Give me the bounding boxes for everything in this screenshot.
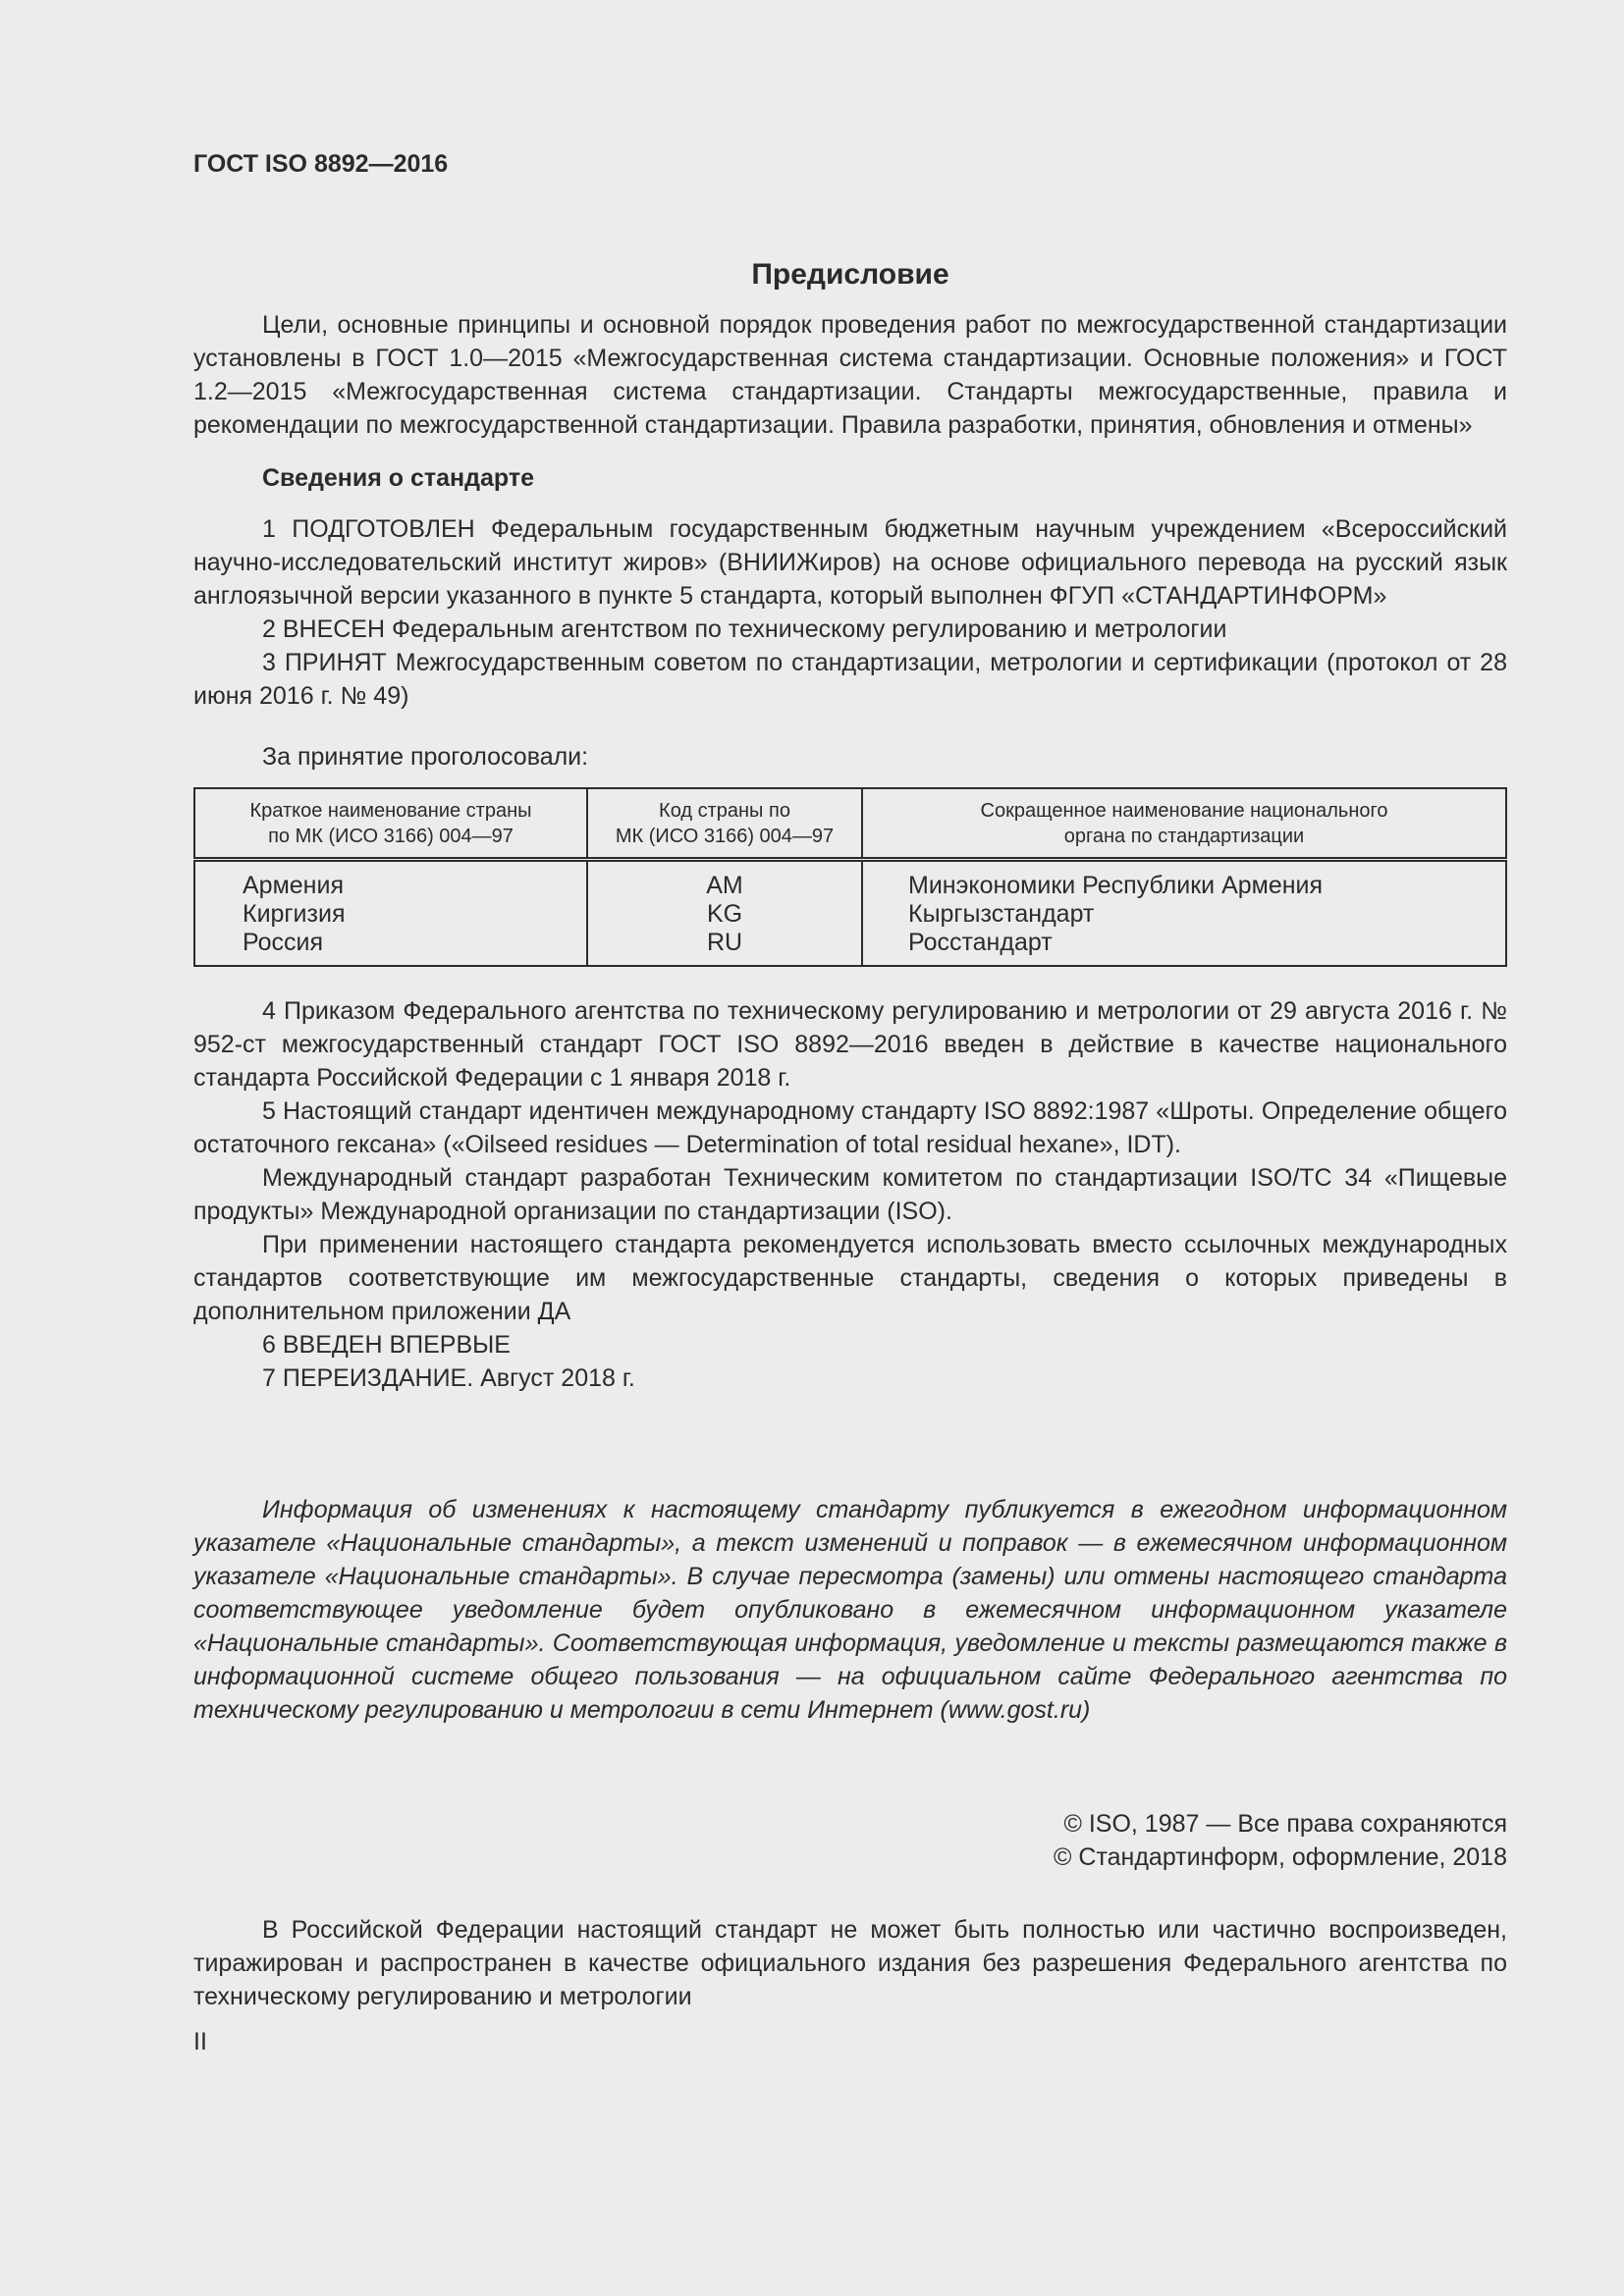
item-6: 6 ВВЕДЕН ВПЕРВЫЕ [262,1331,511,1359]
copyright-iso: © ISO, 1987 — Все права сохраняются [1063,1810,1507,1838]
notice-block [193,1493,1507,1727]
national-body: Кыргызстандарт [908,900,1095,928]
notice-paragraph: Информация об изменениях к настоящему стандарту публикуется в ежегодном информационном указателе «Национальные стандарты», а текст изменений и поправок — в ежемесячном информационном указателе «Национальные стандарты». В случае пересмотра (замены) или отмены настоящего стандарта соответствующее уведомление будет опубликовано в ежемесячном информационном указателе «Национальные стандарты». Соответствующая информация, уведомление и тексты размещаются также в информационной системе общего пользования — на официальном сайте Федерального агентства по техническому регулированию и метрологии в сети Интернет (www.gost.ru) [193,1496,1507,1724]
national-bodies-cell [862,860,1506,967]
voting-table [193,787,1507,967]
item-2: 2 ВНЕСЕН Федеральным агентством по техническому регулированию и метрологии [262,615,1227,643]
table-header-row [194,788,1506,860]
header-line: МК (ИСО 3166) 004—97 [615,826,835,847]
country-code: AM [706,872,743,899]
national-body: Минэкономики Республики Армения [908,872,1324,899]
copyright-standartinform: © Стандартинформ, оформление, 2018 [1054,1843,1507,1871]
vote-intro: За принятие проголосовали: [262,743,589,771]
copyright-block [193,1807,1507,1874]
country-codes-cell [587,860,862,967]
header-line: по МК (ИСО 3166) 004—97 [268,826,514,847]
country-name: Киргизия [243,900,346,928]
item-5-tc-note: Международный стандарт разработан Техническим комитетом по стандартизации ISO/TC 34 «Пищевые продукты» Международной организации по стандартизации (ISO). [193,1164,1507,1225]
document-code: ГОСТ ISO 8892—2016 [193,150,449,178]
header-country-name [194,788,587,860]
header-line: органа по стандартизации [1063,826,1305,847]
country-name: Армения [243,872,344,899]
header-national-body [862,788,1506,860]
country-code: KG [706,900,743,928]
country-code: RU [706,929,743,956]
country-names-cell [194,860,587,967]
page-title: Предисловие [751,258,949,291]
intro-paragraph: Цели, основные принципы и основной порядок проведения работ по межгосударственной стандартизации установлены в ГОСТ 1.0—2015 «Межгосударственная система стандартизации. Основные положения» и ГОСТ 1.2—2015 «Межгосударственная система стандартизации. Стандарты межгосударственные, правила и рекомендации по межгосударственной стандартизации. Правила разработки, принятия, обновления и отмены» [193,311,1507,439]
country-name: Россия [243,929,323,956]
page-content [193,147,1507,2058]
info-heading: Сведения о стандарте [262,464,535,492]
item-3: 3 ПРИНЯТ Межгосударственным советом по стандартизации, метрологии и сертификации (протокол от 28 июня 2016 г. № 49) [193,649,1507,710]
legal-paragraph: В Российской Федерации настоящий стандарт не может быть полностью или частично воспроизведен, тиражирован и распространен в качестве официального издания без разрешения Федерального агентства по техническому регулированию и метрологии [193,1916,1507,2010]
item-1: 1 ПОДГОТОВЛЕН Федеральным государственным бюджетным научным учреждением «Всероссийский научно-исследовательский институт жиров» (ВНИИЖиров) на основе официального перевода на русский язык англоязычной версии указанного в пункте 5 стандарта, который выполнен ФГУП «СТАНДАРТИНФОРМ» [193,515,1507,610]
national-body: Росстандарт [908,929,1053,956]
header-country-code [587,788,862,860]
item-5: 5 Настоящий стандарт идентичен международному стандарту ISO 8892:1987 «Шроты. Определение общего остаточного гексана» («Oilseed residues — Determination of total residual hexane», IDT). [193,1097,1507,1158]
item-5-reference-note: При применении настоящего стандарта рекомендуется использовать вместо ссылочных международных стандартов соответствующие им межгосударственные стандарты, сведения о которых приведены в дополнительном приложении ДА [193,1231,1507,1325]
header-line: Код страны по [659,800,790,822]
header-line: Сокращенное наименование национального [980,800,1388,822]
header-line: Краткое наименование страны [249,800,532,822]
item-4: 4 Приказом Федерального агентства по техническому регулированию и метрологии от 29 августа 2016 г. № 952-ст межгосударственный стандарт ГОСТ ISO 8892—2016 введен в действие в качестве национального стандарта Российской Федерации с 1 января 2018 г. [193,997,1507,1092]
page-number: II [193,2028,207,2056]
table-row [194,860,1506,967]
item-7: 7 ПЕРЕИЗДАНИЕ. Август 2018 г. [262,1364,635,1392]
